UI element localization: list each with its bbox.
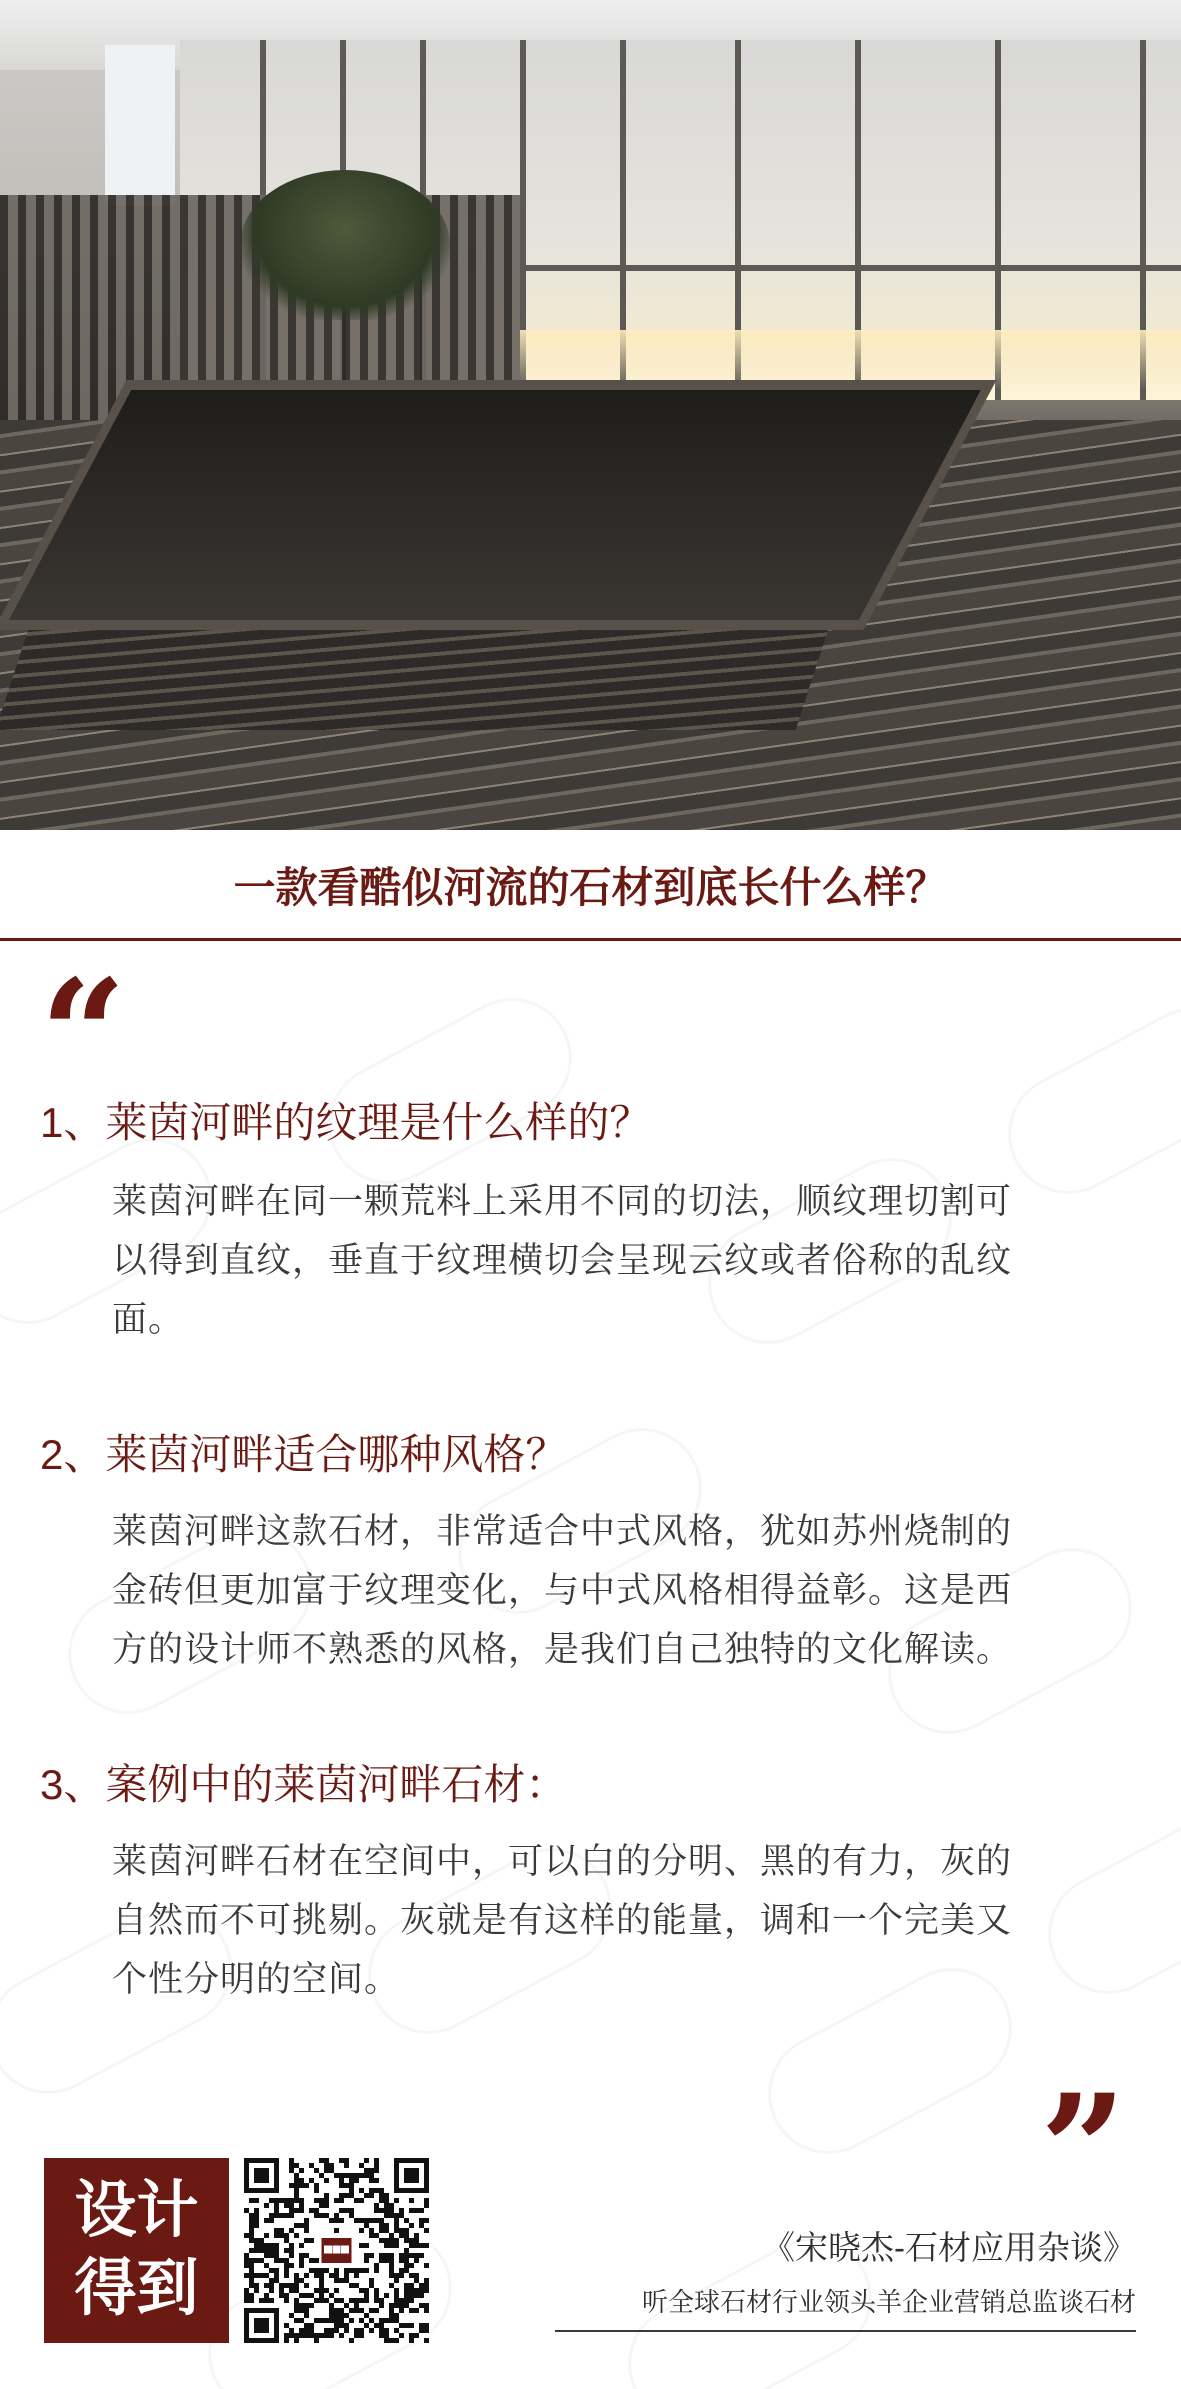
section-1-answer [112,1172,1142,1349]
answer-line: 莱茵河畔在同一颗荒料上采用不同的切法，顺纹理切割可 [112,1182,1013,1221]
answer-line: 方的设计师不熟悉的风格，是我们自己独特的文化解读。 [112,1630,1013,1669]
section-2-answer [112,1502,1142,1679]
hero-photo [0,0,1181,830]
answer-line: 莱茵河畔石材在空间中，可以白的分明、黑的有力，灰的 [112,1842,1013,1881]
tagline: 听全球石材行业领头羊企业营销总监谈石材 [641,2287,1136,2317]
logo-line-2: 得到 [74,2254,199,2323]
quote-open-mark: “ [40,947,127,1123]
divider [0,938,1181,941]
answer-line: 自然而不可挑剔。灰就是有这样的能量，调和一个完美又 [112,1901,1013,1940]
answer-line: 个性分明的空间。 [112,1960,401,1999]
answer-line: 以得到直纹，垂直于纹理横切会呈现云纹或者俗称的乱纹 [112,1241,1013,1280]
footer-underline [555,2330,1136,2332]
section-3-answer [112,1832,1142,2009]
qr-code-icon[interactable] [244,2158,429,2343]
section-3-question: 3、案例中的莱茵河畔石材： [40,1761,568,1808]
quote-close-mark: ” [1040,2062,1127,2238]
brand-logo [44,2158,229,2343]
answer-line: 金砖但更加富于纹理变化，与中式风格相得益彰。这是西 [112,1571,1013,1610]
headline: 一款看酷似河流的石材到底长什么样？ [233,864,948,911]
answer-line: 面。 [112,1300,185,1339]
section-1-question: 1、莱茵河畔的纹理是什么样的？ [40,1099,652,1146]
logo-line-1: 设计 [74,2176,199,2245]
section-2-question: 2、莱茵河畔适合哪种风格？ [40,1431,568,1478]
answer-line: 莱茵河畔这款石材，非常适合中式风格，犹如苏州烧制的 [112,1512,1013,1551]
book-title: 《宋晓杰-石材应用杂谈》 [762,2229,1136,2266]
